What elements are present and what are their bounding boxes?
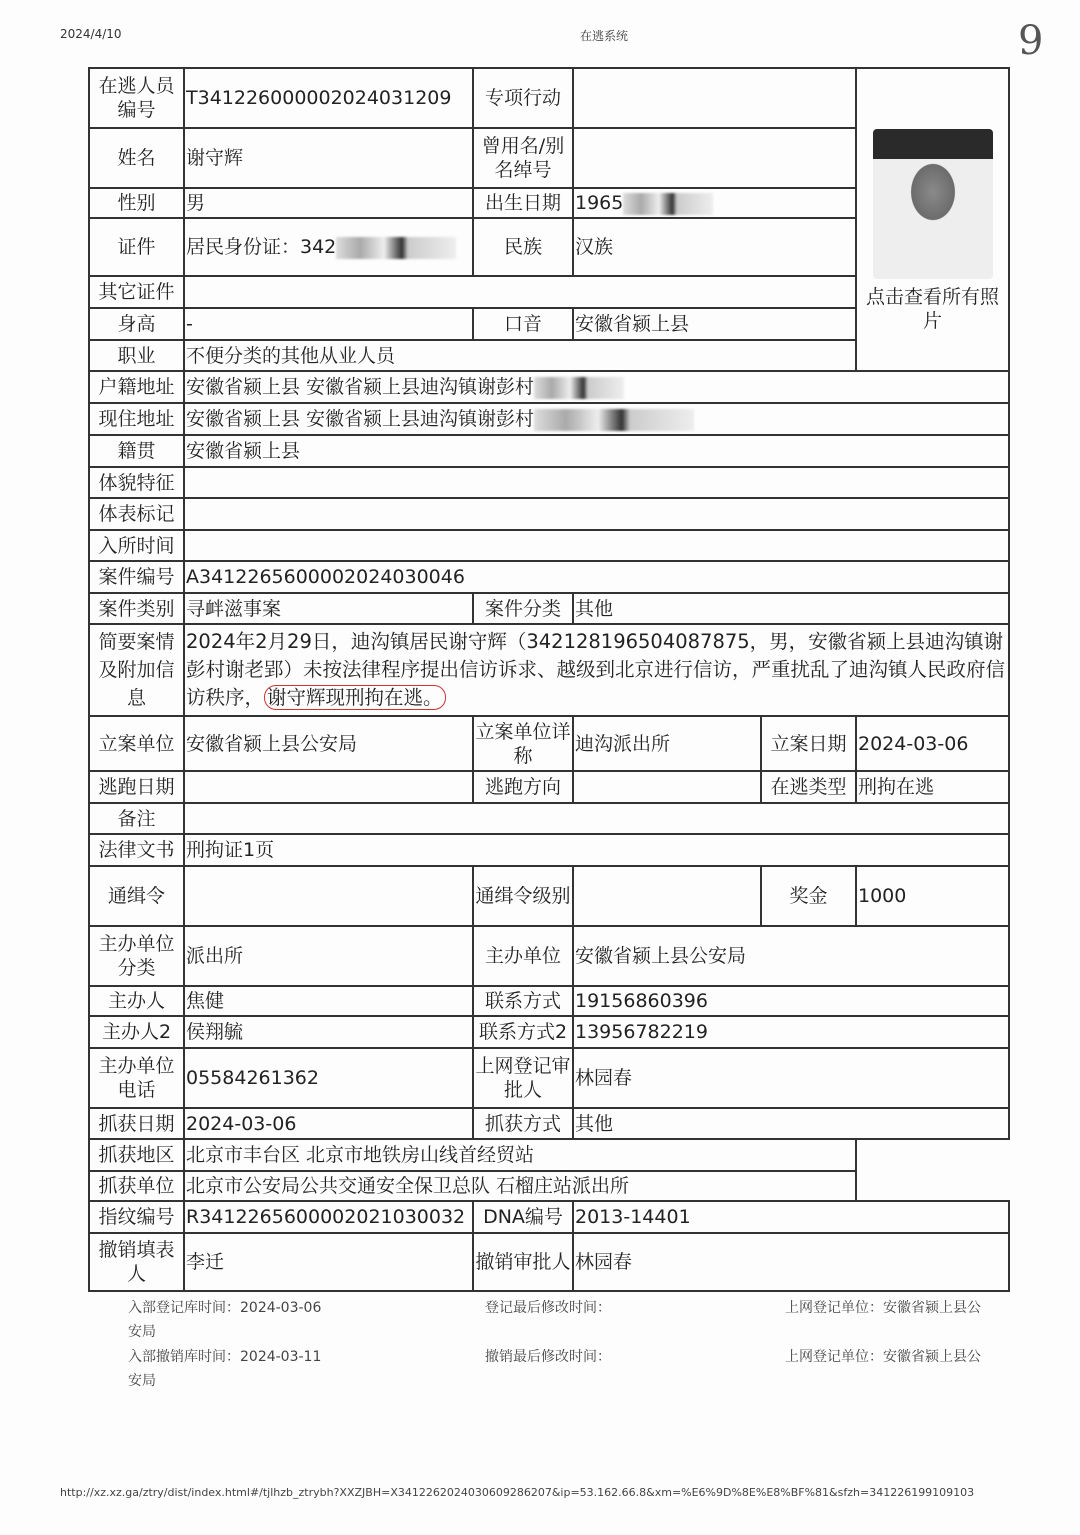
flee-date [184,771,473,803]
officer: 焦健 [184,986,473,1016]
page-url: http://xz.xz.ga/ztry/dist/index.html#/tjlhzb_ztrybh?XXZJBH=X3412262024030609286207&ip=53.162.66.8&xm=%E6%9D%8E%E8%BF%81&sfzh=341226199109103 [60,1486,975,1499]
case-type: 寻衅滋事案 [184,593,473,624]
occupation: 不便分类的其他从业人员 [184,340,856,371]
revoke-time: 入部撤销库时间：2024-03-11 [128,1349,322,1365]
flee-direction [573,771,761,803]
redaction [623,193,713,215]
label: 民族 [473,218,573,276]
revoke-modified: 撤销最后修改时间： [485,1349,611,1365]
id-document: 居民身份证：342 [186,236,337,258]
label: 抓获日期 [89,1108,184,1139]
approver: 林园春 [573,1048,1009,1108]
capture-unit: 北京市公安局公共交通安全保卫总队 石榴庄站派出所 [184,1171,856,1201]
label: 备注 [89,803,184,834]
print-date: 2024/4/10 [60,27,122,41]
label: 逃跑方向 [473,771,573,803]
label: 口音 [473,308,573,340]
other-documents [184,276,856,308]
register-time: 入部登记库时间：2024-03-06 [128,1300,322,1316]
case-class: 其他 [573,593,1009,624]
label: 姓名 [89,128,184,188]
host-unit: 安徽省颍上县公安局 [573,926,1009,986]
label: 案件类别 [89,593,184,624]
flee-type: 刑拘在逃 [856,771,1009,803]
label: 上网登记审批人 [473,1048,573,1108]
filing-date: 2024-03-06 [856,716,1009,771]
label: 体表标记 [89,498,184,530]
label: 撤销填表人 [89,1233,184,1291]
label: 抓获方式 [473,1108,573,1139]
contact-2: 13956782219 [573,1016,1009,1048]
dob: 1965 [575,192,624,214]
case-summary-marked: 谢守辉现刑拘在逃。 [264,685,446,710]
label: 身高 [89,308,184,340]
label: 立案单位 [89,716,184,771]
label: 主办单位电话 [89,1048,184,1108]
label: 法律文书 [89,834,184,866]
label: 出生日期 [473,188,573,218]
label: 通缉令 [89,866,184,926]
fingerprint-number: R3412265600002021030032 [184,1201,473,1233]
label: 通缉令级别 [473,866,573,926]
label: 专项行动 [473,68,573,128]
case-number: A3412265600002024030046 [184,561,1009,593]
contact: 19156860396 [573,986,1009,1016]
label: DNA编号 [473,1201,573,1233]
label: 案件编号 [89,561,184,593]
operation [573,68,856,128]
capture-date: 2024-03-06 [184,1108,473,1139]
label: 主办单位 [473,926,573,986]
label: 曾用名/别名绰号 [473,128,573,188]
suspect-photo[interactable] [873,129,993,279]
detention-time [184,530,1009,561]
label: 联系方式 [473,986,573,1016]
fugitive-record-table [88,67,1010,1292]
label: 在逃人员编号 [89,68,184,128]
label: 主办人2 [89,1016,184,1048]
label: 主办单位分类 [89,926,184,986]
label: 逃跑日期 [89,771,184,803]
label: 主办人 [89,986,184,1016]
label: 其它证件 [89,276,184,308]
label: 性别 [89,188,184,218]
register-unit: 上网登记单位：安徽省颍上县公 [785,1300,981,1316]
household-address: 安徽省颍上县 安徽省颍上县迪沟镇谢彭村 [186,376,535,398]
label: 撤销审批人 [473,1233,573,1291]
fugitive-id: T341226000002024031209 [184,68,473,128]
label: 联系方式2 [473,1016,573,1048]
body-marks [184,498,1009,530]
alias [573,128,856,188]
filing-unit-full: 迪沟派出所 [573,716,761,771]
label: 现住地址 [89,403,184,435]
dna-number: 2013-14401 [573,1201,1009,1233]
physical-features [184,467,1009,498]
register-modified: 登记最后修改时间： [485,1300,611,1316]
label: 简要案情及附加信息 [89,624,184,716]
height: - [184,308,473,340]
label: 立案单位详称 [473,716,573,771]
capture-area: 北京市丰台区 北京市地铁房山线首经贸站 [184,1139,856,1171]
ethnicity: 汉族 [573,218,856,276]
reward: 1000 [856,866,1009,926]
label: 指纹编号 [89,1201,184,1233]
redaction [534,409,694,431]
label: 职业 [89,340,184,371]
revoke-filler: 李迁 [184,1233,473,1291]
view-all-photos-link[interactable]: 点击查看所有照片 [865,286,999,332]
label: 案件分类 [473,593,573,624]
revoke-unit: 上网登记单位：安徽省颍上县公 [785,1349,981,1365]
redaction [336,237,456,259]
label: 籍贯 [89,435,184,467]
officer-2: 侯翔毓 [184,1016,473,1048]
accent: 安徽省颍上县 [573,308,856,340]
warrant [184,866,473,926]
sex: 男 [184,188,473,218]
case-summary: 2024年2月29日，迪沟镇居民谢守辉（342128196504087875，男，安徽省颍上县迪沟镇谢彭村谢老郢）未按法律程序提出信访诉求、越级到北京进行信访，严重扰乱了迪沟镇人民政府信访秩序， [186,630,1006,709]
label: 在逃类型 [761,771,856,803]
current-address: 安徽省颍上县 安徽省颍上县迪沟镇谢彭村 [186,408,535,430]
redaction [534,377,624,399]
filing-unit: 安徽省颍上县公安局 [184,716,473,771]
photo-cell[interactable] [856,68,1009,371]
register-unit-cont: 安局 [128,1324,156,1340]
label: 立案日期 [761,716,856,771]
revoke-unit-cont: 安局 [128,1373,156,1389]
host-unit-class: 派出所 [184,926,473,986]
label: 入所时间 [89,530,184,561]
revoke-approver: 林园春 [573,1233,1009,1291]
label: 证件 [89,218,184,276]
native-place: 安徽省颍上县 [184,435,1009,467]
capture-method: 其他 [573,1108,1009,1139]
label: 户籍地址 [89,371,184,403]
remarks [184,803,1009,834]
label: 奖金 [761,866,856,926]
warrant-level [573,866,761,926]
page-mark: 9 [1018,18,1044,64]
label: 抓获单位 [89,1171,184,1201]
system-title: 在逃系统 [580,29,629,43]
label: 体貌特征 [89,467,184,498]
host-phone: 05584261362 [184,1048,473,1108]
name: 谢守辉 [184,128,473,188]
label: 抓获地区 [89,1139,184,1171]
legal-documents: 刑拘证1页 [184,834,1009,866]
